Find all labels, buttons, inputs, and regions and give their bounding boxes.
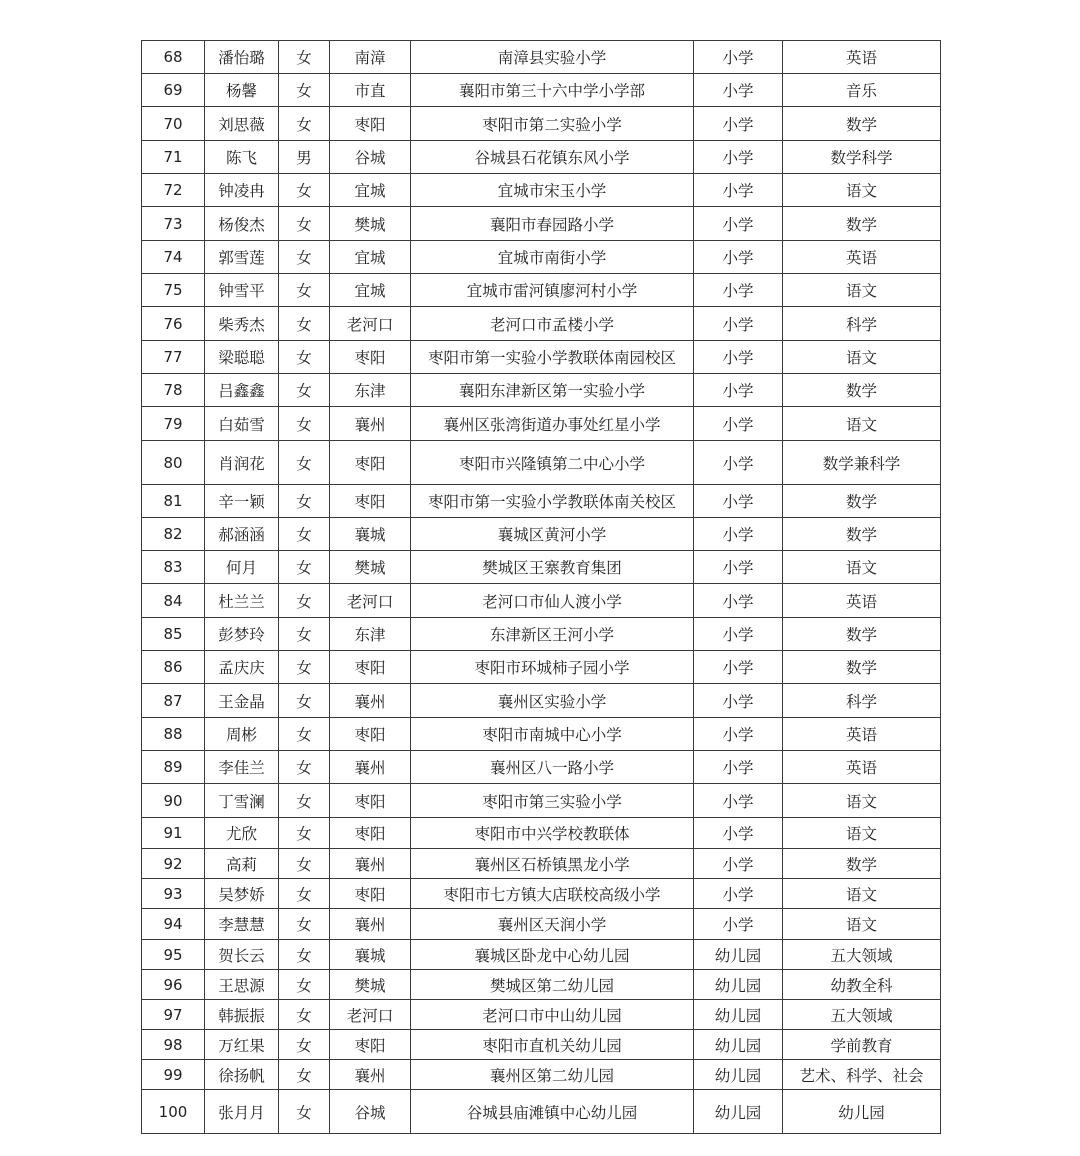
subject-cell: 数学 xyxy=(783,651,941,684)
subject-cell: 科学 xyxy=(783,307,941,341)
gender-cell: 女 xyxy=(279,1060,330,1090)
table-row xyxy=(142,107,941,141)
gender-cell: 女 xyxy=(279,107,330,141)
school-name-cell: 枣阳市中兴学校教联体 xyxy=(411,818,694,849)
row-number-cell: 88 xyxy=(142,718,205,751)
table-row xyxy=(142,1030,941,1060)
school-name-cell: 樊城区第二幼儿园 xyxy=(411,970,694,1000)
school-level-cell: 小学 xyxy=(694,341,783,374)
district-cell: 枣阳 xyxy=(330,107,411,141)
table-row xyxy=(142,41,941,74)
row-number-cell: 97 xyxy=(142,1000,205,1030)
school-name-cell: 枣阳市兴隆镇第二中心小学 xyxy=(411,441,694,485)
teacher-name-cell: 陈飞 xyxy=(205,141,279,174)
teacher-name-cell: 王金晶 xyxy=(205,684,279,718)
school-level-cell: 小学 xyxy=(694,879,783,909)
gender-cell: 女 xyxy=(279,174,330,207)
table-row xyxy=(142,241,941,274)
gender-cell: 女 xyxy=(279,518,330,551)
gender-cell: 女 xyxy=(279,909,330,940)
table-row xyxy=(142,849,941,879)
subject-cell: 数学 xyxy=(783,207,941,241)
subject-cell: 英语 xyxy=(783,241,941,274)
district-cell: 南漳 xyxy=(330,41,411,74)
gender-cell: 女 xyxy=(279,684,330,718)
row-number-cell: 90 xyxy=(142,784,205,818)
subject-cell: 语文 xyxy=(783,879,941,909)
table-row xyxy=(142,341,941,374)
subject-cell: 学前教育 xyxy=(783,1030,941,1060)
table-row xyxy=(142,174,941,207)
teacher-name-cell: 郝涵涵 xyxy=(205,518,279,551)
teacher-roster-table xyxy=(141,40,941,1134)
teacher-name-cell: 彭梦玲 xyxy=(205,618,279,651)
row-number-cell: 69 xyxy=(142,74,205,107)
table-row xyxy=(142,784,941,818)
teacher-name-cell: 杨俊杰 xyxy=(205,207,279,241)
row-number-cell: 92 xyxy=(142,849,205,879)
district-cell: 襄州 xyxy=(330,909,411,940)
teacher-name-cell: 张月月 xyxy=(205,1090,279,1134)
subject-cell: 语文 xyxy=(783,784,941,818)
subject-cell: 语文 xyxy=(783,174,941,207)
school-name-cell: 宜城市南街小学 xyxy=(411,241,694,274)
school-level-cell: 小学 xyxy=(694,207,783,241)
school-name-cell: 宜城市雷河镇廖河村小学 xyxy=(411,274,694,307)
table-row xyxy=(142,1090,941,1134)
gender-cell: 女 xyxy=(279,584,330,618)
teacher-name-cell: 李慧慧 xyxy=(205,909,279,940)
school-name-cell: 枣阳市第一实验小学教联体南园校区 xyxy=(411,341,694,374)
row-number-cell: 77 xyxy=(142,341,205,374)
school-level-cell: 小学 xyxy=(694,307,783,341)
school-level-cell: 小学 xyxy=(694,41,783,74)
school-level-cell: 小学 xyxy=(694,684,783,718)
row-number-cell: 93 xyxy=(142,879,205,909)
subject-cell: 艺术、科学、社会 xyxy=(783,1060,941,1090)
school-level-cell: 小学 xyxy=(694,141,783,174)
school-level-cell: 小学 xyxy=(694,107,783,141)
district-cell: 宜城 xyxy=(330,241,411,274)
district-cell: 樊城 xyxy=(330,970,411,1000)
table-row xyxy=(142,307,941,341)
school-name-cell: 襄州区第二幼儿园 xyxy=(411,1060,694,1090)
school-name-cell: 襄州区实验小学 xyxy=(411,684,694,718)
table-row xyxy=(142,141,941,174)
subject-cell: 英语 xyxy=(783,41,941,74)
district-cell: 枣阳 xyxy=(330,784,411,818)
school-name-cell: 谷城县石花镇东风小学 xyxy=(411,141,694,174)
teacher-name-cell: 周彬 xyxy=(205,718,279,751)
teacher-name-cell: 王思源 xyxy=(205,970,279,1000)
subject-cell: 语文 xyxy=(783,909,941,940)
district-cell: 谷城 xyxy=(330,1090,411,1134)
school-name-cell: 枣阳市第三实验小学 xyxy=(411,784,694,818)
gender-cell: 女 xyxy=(279,274,330,307)
table-row xyxy=(142,751,941,784)
school-name-cell: 枣阳市七方镇大店联校高级小学 xyxy=(411,879,694,909)
school-level-cell: 幼儿园 xyxy=(694,1000,783,1030)
row-number-cell: 96 xyxy=(142,970,205,1000)
district-cell: 宜城 xyxy=(330,274,411,307)
row-number-cell: 82 xyxy=(142,518,205,551)
row-number-cell: 83 xyxy=(142,551,205,584)
subject-cell: 音乐 xyxy=(783,74,941,107)
gender-cell: 女 xyxy=(279,784,330,818)
teacher-name-cell: 杨馨 xyxy=(205,74,279,107)
subject-cell: 数学 xyxy=(783,518,941,551)
district-cell: 市直 xyxy=(330,74,411,107)
subject-cell: 数学 xyxy=(783,374,941,407)
subject-cell: 语文 xyxy=(783,274,941,307)
row-number-cell: 75 xyxy=(142,274,205,307)
district-cell: 枣阳 xyxy=(330,441,411,485)
gender-cell: 女 xyxy=(279,970,330,1000)
subject-cell: 语文 xyxy=(783,551,941,584)
school-level-cell: 小学 xyxy=(694,751,783,784)
table-row xyxy=(142,879,941,909)
school-level-cell: 小学 xyxy=(694,441,783,485)
school-name-cell: 东津新区王河小学 xyxy=(411,618,694,651)
district-cell: 东津 xyxy=(330,618,411,651)
gender-cell: 女 xyxy=(279,241,330,274)
school-level-cell: 小学 xyxy=(694,551,783,584)
school-name-cell: 谷城县庙滩镇中心幼儿园 xyxy=(411,1090,694,1134)
school-name-cell: 襄阳东津新区第一实验小学 xyxy=(411,374,694,407)
teacher-name-cell: 韩振振 xyxy=(205,1000,279,1030)
school-name-cell: 襄州区天润小学 xyxy=(411,909,694,940)
teacher-name-cell: 肖润花 xyxy=(205,441,279,485)
gender-cell: 女 xyxy=(279,341,330,374)
gender-cell: 女 xyxy=(279,41,330,74)
school-level-cell: 小学 xyxy=(694,74,783,107)
row-number-cell: 79 xyxy=(142,407,205,441)
school-name-cell: 南漳县实验小学 xyxy=(411,41,694,74)
table-row xyxy=(142,441,941,485)
teacher-name-cell: 吴梦娇 xyxy=(205,879,279,909)
school-level-cell: 小学 xyxy=(694,651,783,684)
gender-cell: 女 xyxy=(279,551,330,584)
subject-cell: 科学 xyxy=(783,684,941,718)
row-number-cell: 99 xyxy=(142,1060,205,1090)
district-cell: 襄州 xyxy=(330,684,411,718)
district-cell: 枣阳 xyxy=(330,1030,411,1060)
school-name-cell: 樊城区王寨教育集团 xyxy=(411,551,694,584)
gender-cell: 女 xyxy=(279,849,330,879)
gender-cell: 男 xyxy=(279,141,330,174)
table-row xyxy=(142,518,941,551)
district-cell: 枣阳 xyxy=(330,341,411,374)
teacher-name-cell: 钟凌冉 xyxy=(205,174,279,207)
row-number-cell: 98 xyxy=(142,1030,205,1060)
table-row xyxy=(142,651,941,684)
gender-cell: 女 xyxy=(279,441,330,485)
row-number-cell: 76 xyxy=(142,307,205,341)
subject-cell: 数学兼科学 xyxy=(783,441,941,485)
district-cell: 老河口 xyxy=(330,307,411,341)
row-number-cell: 81 xyxy=(142,485,205,518)
school-name-cell: 襄城区黄河小学 xyxy=(411,518,694,551)
row-number-cell: 87 xyxy=(142,684,205,718)
district-cell: 襄城 xyxy=(330,940,411,970)
table-row xyxy=(142,374,941,407)
district-cell: 樊城 xyxy=(330,551,411,584)
gender-cell: 女 xyxy=(279,1030,330,1060)
teacher-name-cell: 孟庆庆 xyxy=(205,651,279,684)
table-row xyxy=(142,551,941,584)
subject-cell: 语文 xyxy=(783,341,941,374)
subject-cell: 数学 xyxy=(783,485,941,518)
row-number-cell: 84 xyxy=(142,584,205,618)
subject-cell: 英语 xyxy=(783,751,941,784)
district-cell: 宜城 xyxy=(330,174,411,207)
row-number-cell: 100 xyxy=(142,1090,205,1134)
school-level-cell: 幼儿园 xyxy=(694,940,783,970)
school-level-cell: 小学 xyxy=(694,818,783,849)
teacher-name-cell: 尤欣 xyxy=(205,818,279,849)
school-name-cell: 枣阳市环城柿子园小学 xyxy=(411,651,694,684)
table-row xyxy=(142,618,941,651)
teacher-name-cell: 柴秀杰 xyxy=(205,307,279,341)
gender-cell: 女 xyxy=(279,718,330,751)
school-level-cell: 小学 xyxy=(694,909,783,940)
gender-cell: 女 xyxy=(279,618,330,651)
gender-cell: 女 xyxy=(279,407,330,441)
gender-cell: 女 xyxy=(279,307,330,341)
teacher-name-cell: 何月 xyxy=(205,551,279,584)
row-number-cell: 94 xyxy=(142,909,205,940)
school-level-cell: 小学 xyxy=(694,849,783,879)
school-name-cell: 老河口市孟楼小学 xyxy=(411,307,694,341)
district-cell: 襄州 xyxy=(330,751,411,784)
table-row xyxy=(142,940,941,970)
row-number-cell: 73 xyxy=(142,207,205,241)
table-row xyxy=(142,684,941,718)
row-number-cell: 89 xyxy=(142,751,205,784)
gender-cell: 女 xyxy=(279,940,330,970)
row-number-cell: 85 xyxy=(142,618,205,651)
row-number-cell: 71 xyxy=(142,141,205,174)
subject-cell: 五大领域 xyxy=(783,1000,941,1030)
teacher-name-cell: 辛一颖 xyxy=(205,485,279,518)
row-number-cell: 68 xyxy=(142,41,205,74)
school-level-cell: 小学 xyxy=(694,518,783,551)
teacher-name-cell: 白茹雪 xyxy=(205,407,279,441)
teacher-name-cell: 贺长云 xyxy=(205,940,279,970)
row-number-cell: 70 xyxy=(142,107,205,141)
school-name-cell: 襄州区八一路小学 xyxy=(411,751,694,784)
district-cell: 枣阳 xyxy=(330,651,411,684)
district-cell: 谷城 xyxy=(330,141,411,174)
district-cell: 襄州 xyxy=(330,849,411,879)
teacher-name-cell: 刘思薇 xyxy=(205,107,279,141)
district-cell: 枣阳 xyxy=(330,718,411,751)
teacher-name-cell: 郭雪莲 xyxy=(205,241,279,274)
table-row xyxy=(142,485,941,518)
school-name-cell: 老河口市中山幼儿园 xyxy=(411,1000,694,1030)
row-number-cell: 86 xyxy=(142,651,205,684)
table-row xyxy=(142,1000,941,1030)
subject-cell: 数学 xyxy=(783,618,941,651)
teacher-name-cell: 潘怡璐 xyxy=(205,41,279,74)
school-name-cell: 襄州区石桥镇黑龙小学 xyxy=(411,849,694,879)
teacher-name-cell: 徐扬帆 xyxy=(205,1060,279,1090)
school-level-cell: 小学 xyxy=(694,485,783,518)
gender-cell: 女 xyxy=(279,751,330,784)
row-number-cell: 78 xyxy=(142,374,205,407)
teacher-name-cell: 梁聪聪 xyxy=(205,341,279,374)
gender-cell: 女 xyxy=(279,74,330,107)
gender-cell: 女 xyxy=(279,485,330,518)
teacher-name-cell: 钟雪平 xyxy=(205,274,279,307)
gender-cell: 女 xyxy=(279,1000,330,1030)
table-row xyxy=(142,74,941,107)
teacher-name-cell: 李佳兰 xyxy=(205,751,279,784)
teacher-name-cell: 高莉 xyxy=(205,849,279,879)
table-row xyxy=(142,909,941,940)
school-name-cell: 宜城市宋玉小学 xyxy=(411,174,694,207)
district-cell: 枣阳 xyxy=(330,818,411,849)
subject-cell: 数学 xyxy=(783,849,941,879)
district-cell: 樊城 xyxy=(330,207,411,241)
school-level-cell: 小学 xyxy=(694,374,783,407)
subject-cell: 英语 xyxy=(783,584,941,618)
school-level-cell: 幼儿园 xyxy=(694,1060,783,1090)
school-name-cell: 老河口市仙人渡小学 xyxy=(411,584,694,618)
district-cell: 襄城 xyxy=(330,518,411,551)
row-number-cell: 80 xyxy=(142,441,205,485)
school-level-cell: 小学 xyxy=(694,241,783,274)
gender-cell: 女 xyxy=(279,879,330,909)
school-name-cell: 襄城区卧龙中心幼儿园 xyxy=(411,940,694,970)
teacher-name-cell: 吕鑫鑫 xyxy=(205,374,279,407)
school-level-cell: 小学 xyxy=(694,407,783,441)
table-row xyxy=(142,818,941,849)
gender-cell: 女 xyxy=(279,651,330,684)
row-number-cell: 95 xyxy=(142,940,205,970)
teacher-name-cell: 万红果 xyxy=(205,1030,279,1060)
gender-cell: 女 xyxy=(279,207,330,241)
school-level-cell: 小学 xyxy=(694,784,783,818)
table-row xyxy=(142,207,941,241)
school-level-cell: 幼儿园 xyxy=(694,1030,783,1060)
row-number-cell: 74 xyxy=(142,241,205,274)
district-cell: 老河口 xyxy=(330,584,411,618)
school-name-cell: 枣阳市直机关幼儿园 xyxy=(411,1030,694,1060)
district-cell: 襄州 xyxy=(330,1060,411,1090)
subject-cell: 幼教全科 xyxy=(783,970,941,1000)
district-cell: 枣阳 xyxy=(330,879,411,909)
school-name-cell: 枣阳市南城中心小学 xyxy=(411,718,694,751)
table-row xyxy=(142,584,941,618)
school-level-cell: 小学 xyxy=(694,174,783,207)
subject-cell: 语文 xyxy=(783,407,941,441)
school-level-cell: 幼儿园 xyxy=(694,970,783,1000)
district-cell: 东津 xyxy=(330,374,411,407)
gender-cell: 女 xyxy=(279,374,330,407)
subject-cell: 五大领域 xyxy=(783,940,941,970)
school-name-cell: 枣阳市第二实验小学 xyxy=(411,107,694,141)
district-cell: 枣阳 xyxy=(330,485,411,518)
school-level-cell: 小学 xyxy=(694,584,783,618)
table-row xyxy=(142,407,941,441)
table-row xyxy=(142,1060,941,1090)
school-level-cell: 幼儿园 xyxy=(694,1090,783,1134)
teacher-name-cell: 杜兰兰 xyxy=(205,584,279,618)
table-row xyxy=(142,274,941,307)
district-cell: 襄州 xyxy=(330,407,411,441)
school-level-cell: 小学 xyxy=(694,718,783,751)
table-row xyxy=(142,970,941,1000)
roster-body xyxy=(142,41,941,1134)
table-row xyxy=(142,718,941,751)
subject-cell: 数学科学 xyxy=(783,141,941,174)
teacher-name-cell: 丁雪澜 xyxy=(205,784,279,818)
school-level-cell: 小学 xyxy=(694,274,783,307)
row-number-cell: 72 xyxy=(142,174,205,207)
subject-cell: 数学 xyxy=(783,107,941,141)
school-name-cell: 襄阳市春园路小学 xyxy=(411,207,694,241)
subject-cell: 语文 xyxy=(783,818,941,849)
row-number-cell: 91 xyxy=(142,818,205,849)
subject-cell: 英语 xyxy=(783,718,941,751)
school-level-cell: 小学 xyxy=(694,618,783,651)
school-name-cell: 襄阳市第三十六中学小学部 xyxy=(411,74,694,107)
district-cell: 老河口 xyxy=(330,1000,411,1030)
subject-cell: 幼儿园 xyxy=(783,1090,941,1134)
school-name-cell: 枣阳市第一实验小学教联体南关校区 xyxy=(411,485,694,518)
gender-cell: 女 xyxy=(279,1090,330,1134)
school-name-cell: 襄州区张湾街道办事处红星小学 xyxy=(411,407,694,441)
gender-cell: 女 xyxy=(279,818,330,849)
